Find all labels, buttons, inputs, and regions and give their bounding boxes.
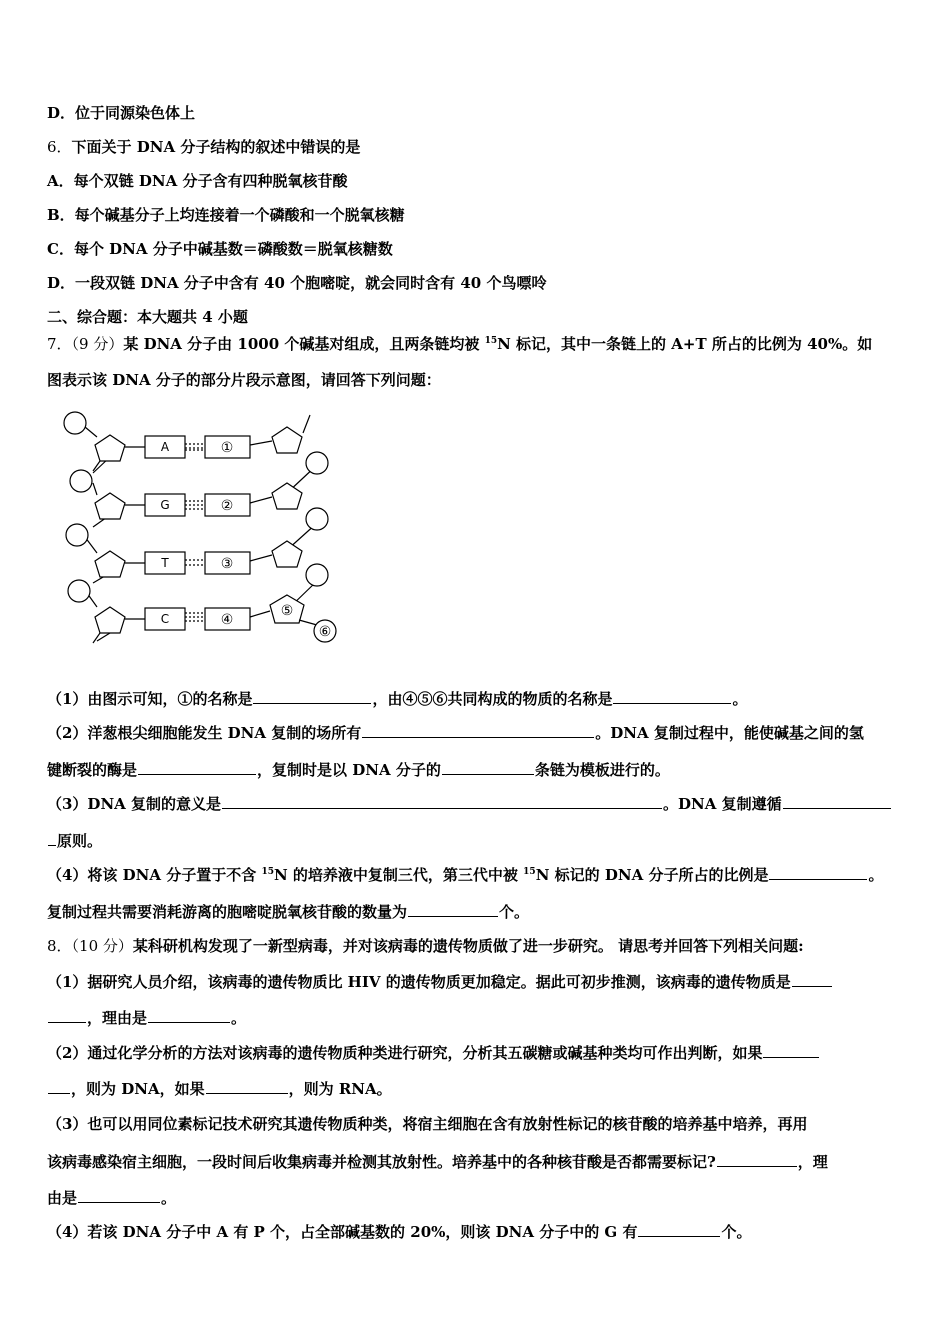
phosphate-icon: [306, 452, 328, 474]
q8-stem: 8．（10 分）某科研机构发现了一新型病毒，并对该病毒的遗传物质做了进一步研究。 请思考并回答下列相关问题:: [47, 937, 804, 955]
part-label: ②: [220, 498, 234, 514]
q8-part2-line1: （2）通过化学分析的方法对该病毒的遗传物质种类进行研究，分析其五碳糖或碱基种类均可作出判断，如果: [47, 1042, 820, 1063]
answer-blank[interactable]: [78, 1201, 160, 1203]
answer-blank[interactable]: [206, 1092, 288, 1094]
deoxyribose-icon: [95, 607, 125, 633]
deoxyribose-icon: [95, 493, 125, 519]
q7-part3-line2: 原则。: [47, 830, 102, 851]
dna-diagram: [55, 405, 355, 650]
q5-option-d: D．位于同源染色体上: [47, 104, 196, 122]
q7-part2-line1: （2）洋葱根尖细胞能发生 DNA 复制的场所有 。DNA 复制过程中，能使碱基之间的氢: [47, 724, 864, 742]
answer-blank[interactable]: [253, 702, 371, 704]
q7-part1: （1）由图示可知，①的名称是 ，由④⑤⑥共同构成的物质的名称是 。: [47, 690, 748, 708]
answer-blank[interactable]: [48, 1092, 70, 1094]
base-label: A: [160, 440, 170, 454]
q7-part3-line1: （3）DNA 复制的意义是 。DNA 复制遵循: [47, 793, 892, 814]
q7-part2-line2: 键断裂的酶是 ，复制时是以 DNA 分子的 条链为模板进行的。: [47, 761, 670, 779]
q6-option-b: B．每个碱基分子上均连接着一个磷酸和一个脱氧核糖: [47, 206, 405, 224]
answer-blank[interactable]: [148, 1021, 230, 1023]
part-label: ⑥: [318, 624, 332, 640]
q6-option-d: D．一段双链 DNA 分子中含有 40 个胞嘧啶，就会同时含有 40 个鸟嘌呤: [47, 274, 547, 292]
answer-blank[interactable]: [769, 878, 867, 880]
phosphate-icon: [64, 412, 86, 434]
answer-blank[interactable]: [717, 1165, 797, 1167]
part-label: ⑤: [280, 603, 294, 619]
q8-part3-line3: 由是 。: [47, 1189, 177, 1207]
base-label: C: [160, 612, 170, 626]
q6-stem: 6．下面关于 DNA 分子结构的叙述中错误的是: [47, 138, 361, 156]
answer-blank[interactable]: [48, 1021, 86, 1023]
answer-blank[interactable]: [792, 985, 832, 987]
answer-blank[interactable]: [638, 1235, 720, 1237]
q8-part1-line1: （1）据研究人员介绍，该病毒的遗传物质比 HIV 的遗传物质更加稳定。据此可初步推测，该病毒的遗传物质是: [47, 971, 833, 992]
q8-part4: （4）若该 DNA 分子中 A 有 P 个，占全部碱基数的 20%，则该 DNA 分子中的 G 有 个。: [47, 1223, 752, 1241]
answer-blank[interactable]: [763, 1056, 819, 1058]
phosphate-icon: [306, 508, 328, 530]
answer-blank[interactable]: [222, 807, 662, 809]
answer-blank[interactable]: [783, 807, 891, 809]
base-label: T: [161, 556, 169, 570]
deoxyribose-icon: [272, 541, 302, 567]
answer-blank[interactable]: [408, 915, 498, 917]
q8-part1-line2: ，理由是 。: [47, 1007, 246, 1028]
deoxyribose-icon: [95, 435, 125, 461]
answer-blank[interactable]: [362, 736, 594, 738]
q6-option-c: C．每个 DNA 分子中碱基数＝磷酸数＝脱氧核糖数: [47, 240, 393, 258]
base-label: G: [160, 498, 170, 512]
part-label: ①: [220, 440, 234, 456]
q7-stem-line1: 7．（9 分）某 DNA 分子由 1000 个碱基对组成，且两条链均被 $^{15}$N 标记，其中一条链上的 A+T 所占的比例为 40%。如: [47, 335, 873, 353]
answer-blank[interactable]: [442, 773, 534, 775]
q8-part3-line2: 该病毒感染宿主细胞，一段时间后收集病毒并检测其放射性。培养基中的各种核苷酸是否都需要标记? ，理: [47, 1153, 828, 1171]
q7-stem-line2: 图表示该 DNA 分子的部分片段示意图，请回答下列问题：: [47, 371, 441, 389]
answer-blank[interactable]: [613, 702, 731, 704]
phosphate-icon: [306, 564, 328, 586]
section-title: 二、综合题：本大题共 4 小题: [47, 308, 248, 326]
deoxyribose-icon: [272, 483, 302, 509]
part-label: ④: [220, 612, 234, 628]
phosphate-icon: [66, 524, 88, 546]
answer-blank[interactable]: [48, 844, 56, 846]
q7-part4-line1: （4）将该 DNA 分子置于不含 $^{15}$N 的培养液中复制三代，第三代中被 $^{15}$N 标记的 DNA 分子所占的比例是 。: [47, 866, 884, 884]
phosphate-icon: [70, 470, 92, 492]
deoxyribose-icon: [272, 427, 302, 453]
q7-part4-line2: 复制过程共需要消耗游离的胞嘧啶脱氧核苷酸的数量为 个。: [47, 903, 530, 921]
deoxyribose-icon: [95, 551, 125, 577]
answer-blank[interactable]: [138, 773, 256, 775]
part-label: ③: [220, 556, 234, 572]
q6-option-a: A．每个双链 DNA 分子含有四种脱氧核苷酸: [47, 172, 348, 190]
q8-part2-line2: ，则为 DNA，如果 ，则为 RNA。: [47, 1078, 392, 1099]
phosphate-icon: [68, 580, 90, 602]
q8-part3-line1: （3）也可以用同位素标记技术研究其遗传物质种类，将宿主细胞在含有放射性标记的核苷酸的培养基中培养，再用: [47, 1115, 808, 1133]
